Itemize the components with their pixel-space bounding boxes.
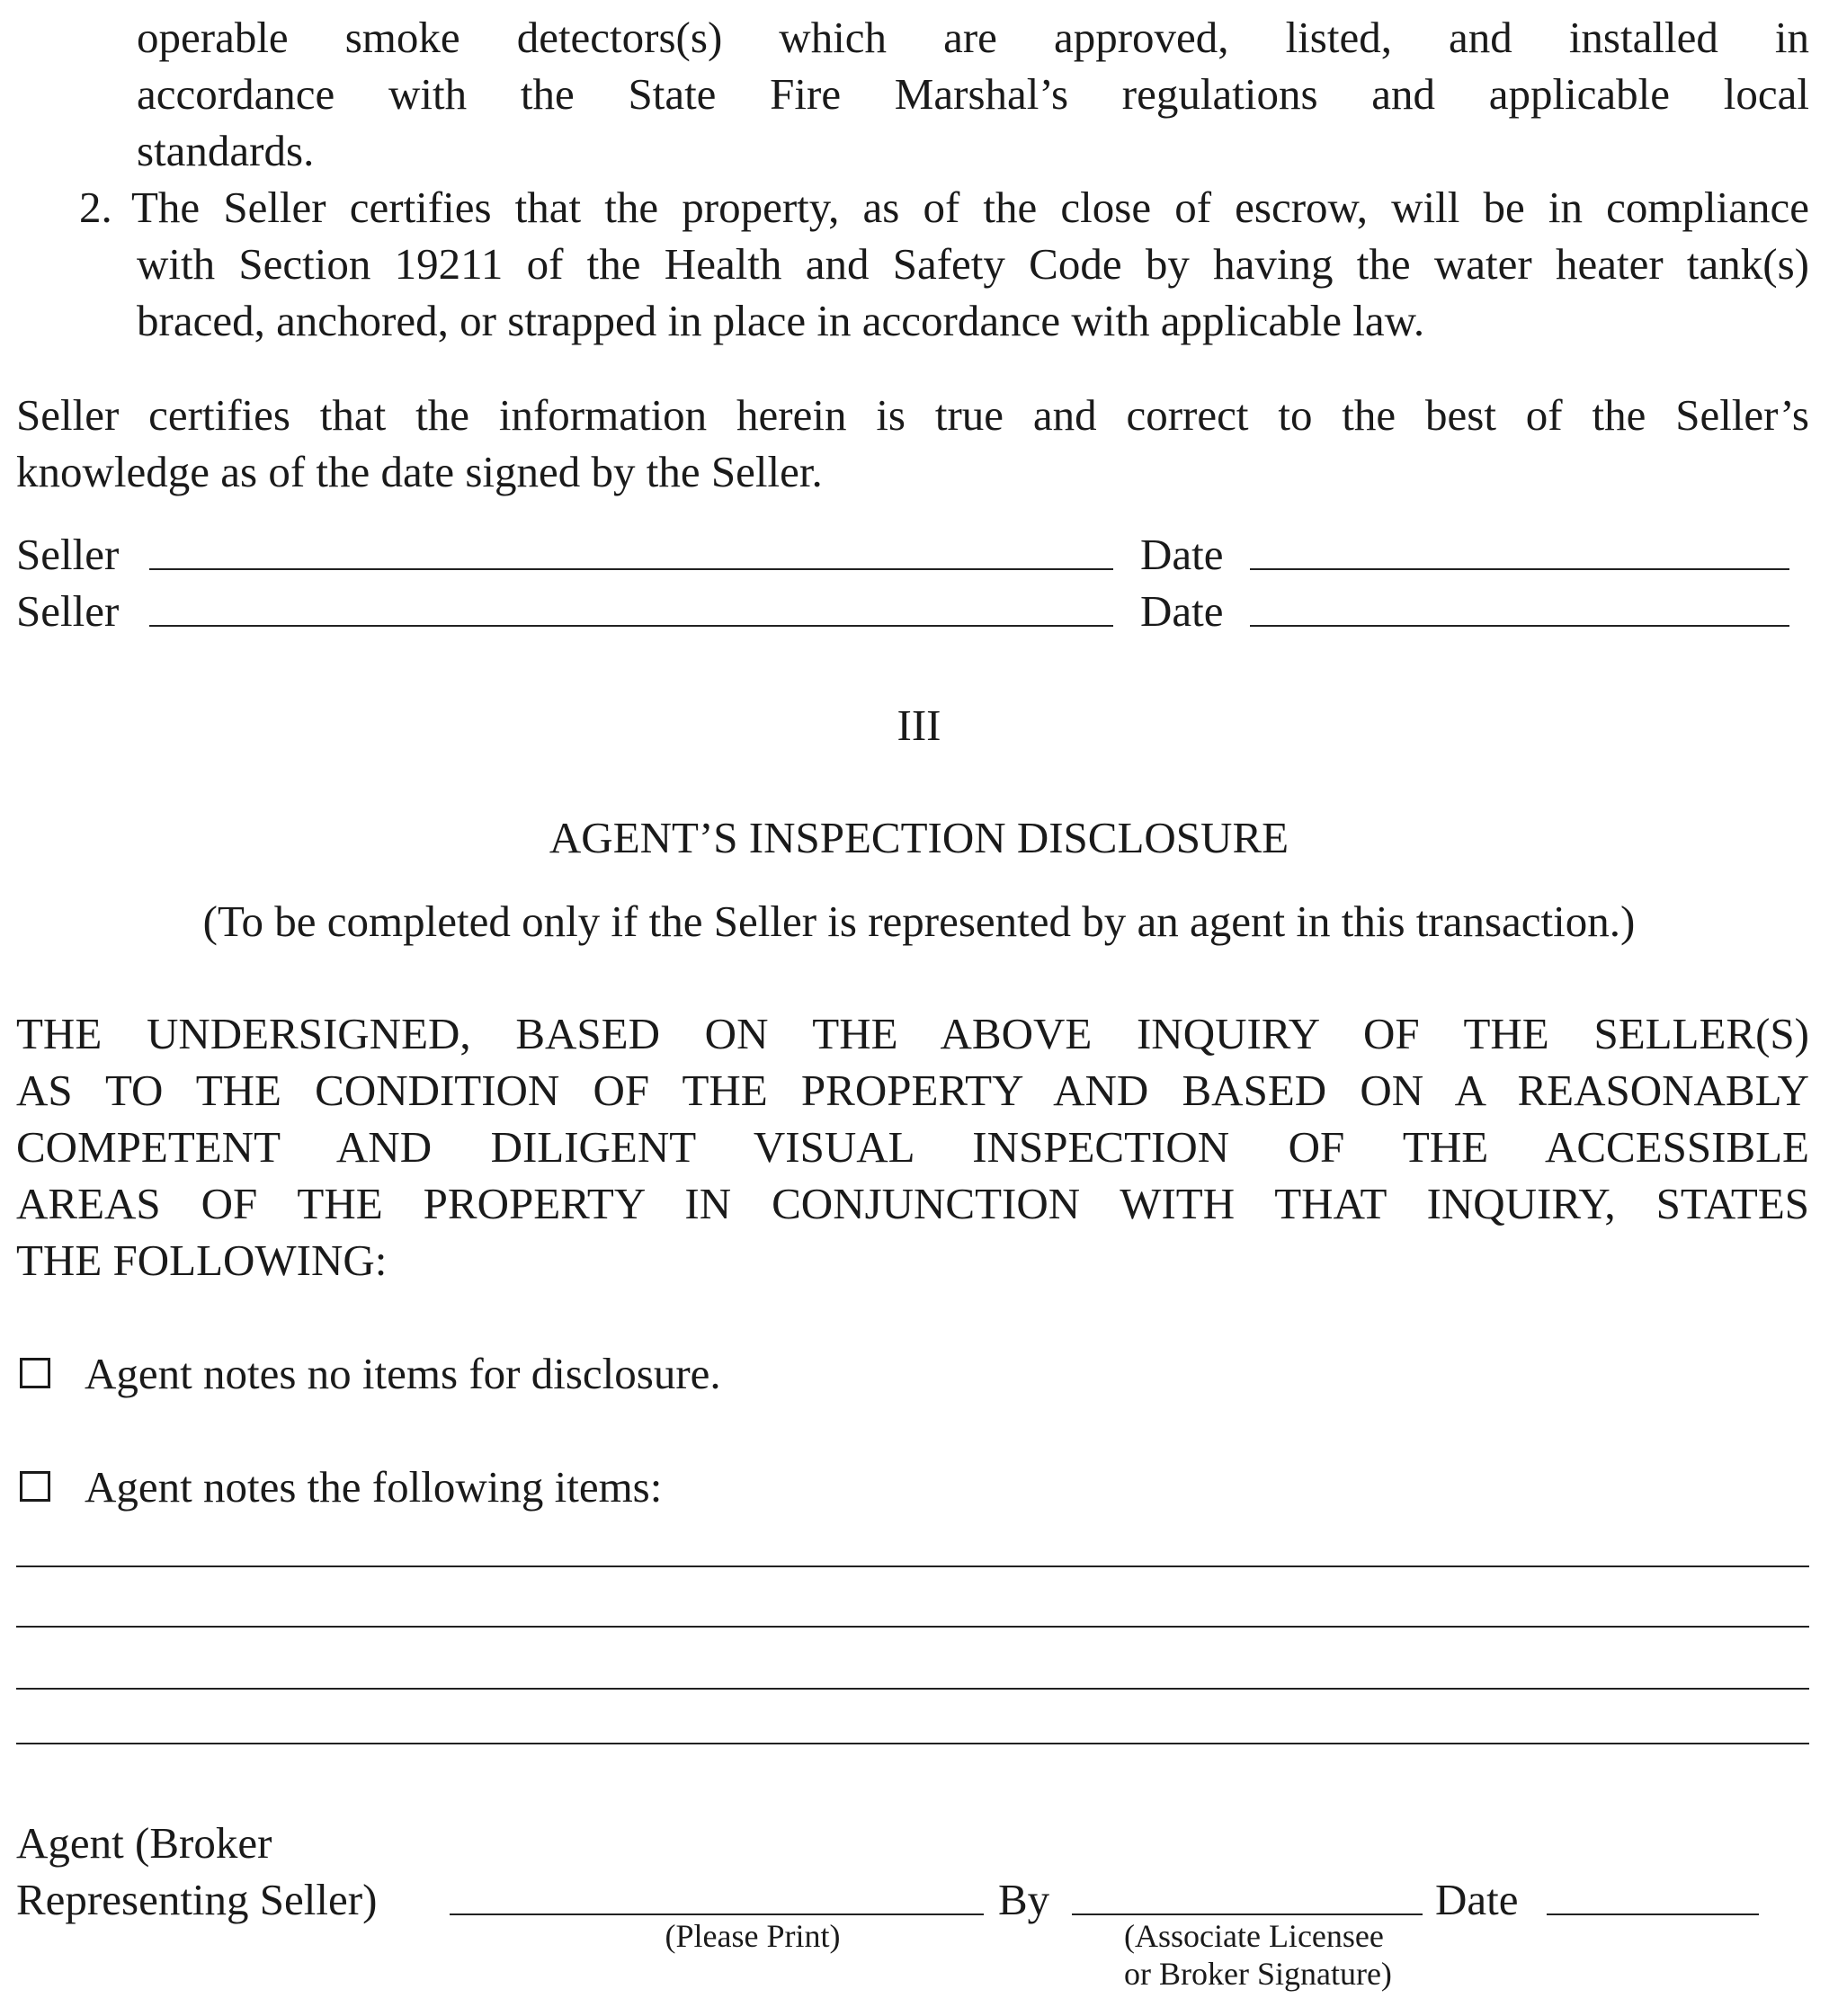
item2-line-1: The Seller certifies that the property, as of the close of escrow, will be in compliance	[131, 183, 1809, 232]
certification-line-1: Seller certifies that the information herein is true and correct to the best of the Seller’s	[16, 390, 1809, 440]
no-items-label: Agent notes no items for disclosure.	[85, 1349, 721, 1398]
items-line-2[interactable]	[16, 1626, 1809, 1628]
statement-line-3: COMPETENT AND DILIGENT VISUAL INSPECTION OF THE ACCESSIBLE	[16, 1122, 1809, 1172]
no-items-checkbox[interactable]	[20, 1358, 50, 1388]
agent-label-line-2: Representing Seller)	[16, 1875, 378, 1924]
seller-date-line-2[interactable]	[1250, 625, 1789, 627]
statement-line-5: THE FOLLOWING:	[16, 1235, 388, 1285]
item2-line-2: with Section 19211 of the Health and Safety Code by having the water heater tank(s)	[137, 239, 1809, 289]
items-line-4[interactable]	[16, 1743, 1809, 1744]
by-label: By	[998, 1875, 1050, 1924]
items-line-3[interactable]	[16, 1688, 1809, 1690]
date-label-1: Date	[1140, 530, 1224, 579]
items-line-1[interactable]	[16, 1566, 1809, 1567]
seller-label-1: Seller	[16, 530, 120, 579]
please-print-caption: (Please Print)	[665, 1918, 841, 1954]
section-number: III	[897, 700, 941, 750]
item1-line-1: operable smoke detectors(s) which are approved, listed, and installed in	[137, 13, 1809, 62]
following-items-label: Agent notes the following items:	[85, 1462, 663, 1512]
seller-signature-line-1[interactable]	[149, 568, 1113, 570]
section-subtitle: (To be completed only if the Seller is represented by an agent in this transaction.)	[202, 896, 1636, 946]
section-title: AGENT’S INSPECTION DISCLOSURE	[549, 813, 1289, 862]
seller-date-line-1[interactable]	[1250, 568, 1789, 570]
by-signature-line[interactable]	[1072, 1913, 1423, 1915]
item1-line-3: standards.	[137, 126, 315, 175]
by-caption-line-1: (Associate Licensee	[1124, 1918, 1384, 1954]
seller-label-2: Seller	[16, 586, 120, 636]
certification-line-2: knowledge as of the date signed by the Seller.	[16, 447, 823, 496]
item1-line-2: accordance with the State Fire Marshal’s regulations and applicable local	[137, 69, 1809, 119]
by-caption-line-2: or Broker Signature)	[1124, 1956, 1392, 1992]
agent-date-line[interactable]	[1547, 1913, 1759, 1915]
agent-label-line-1: Agent (Broker	[16, 1818, 272, 1868]
following-items-checkbox[interactable]	[20, 1471, 50, 1502]
agent-date-label: Date	[1435, 1875, 1519, 1924]
item2-number: 2.	[79, 183, 112, 232]
item2-line-3: braced, anchored, or strapped in place in accordance with applicable law.	[137, 296, 1425, 345]
statement-line-2: AS TO THE CONDITION OF THE PROPERTY AND BASED ON A REASONABLY	[16, 1066, 1809, 1115]
statement-line-1: THE UNDERSIGNED, BASED ON THE ABOVE INQUIRY OF THE SELLER(S)	[16, 1009, 1809, 1058]
statement-line-4: AREAS OF THE PROPERTY IN CONJUNCTION WITH THAT INQUIRY, STATES	[16, 1179, 1809, 1228]
date-label-2: Date	[1140, 586, 1224, 636]
seller-signature-line-2[interactable]	[149, 625, 1113, 627]
agent-name-line[interactable]	[450, 1913, 984, 1915]
